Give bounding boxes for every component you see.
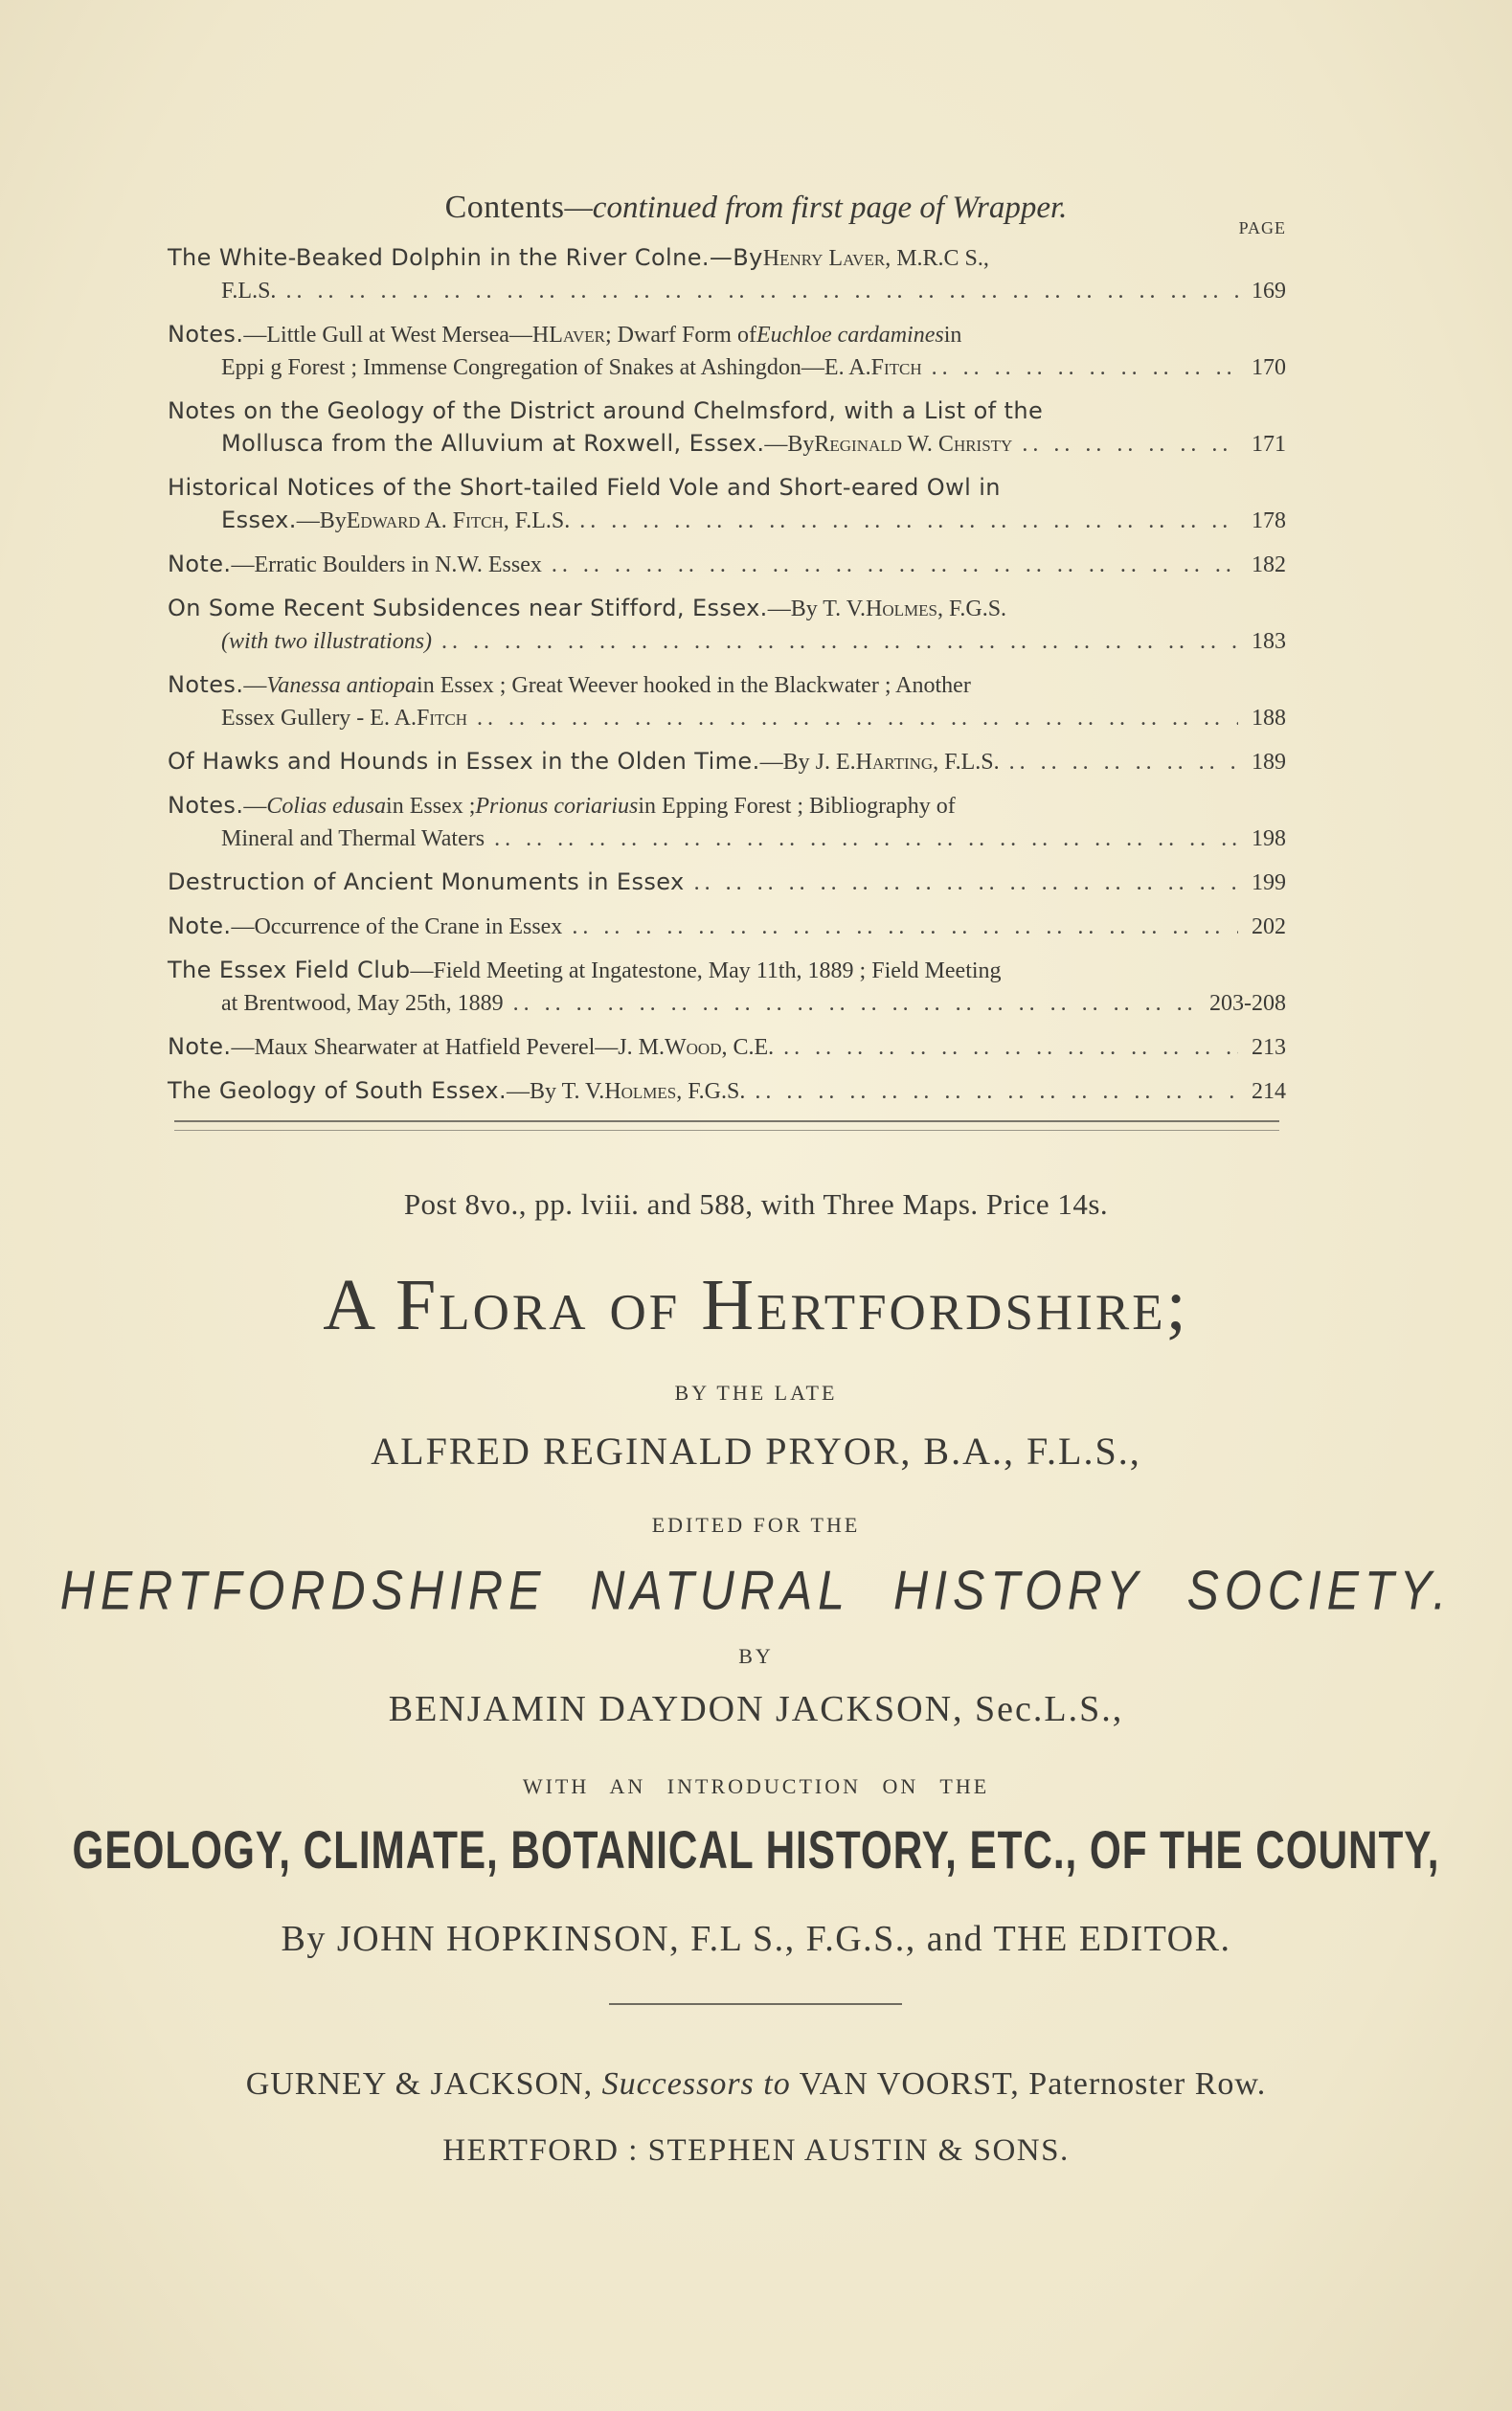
dot-leader [1009,746,1238,778]
toc-entry-text: Mineral and Thermal Waters [221,826,485,851]
toc-entry-text: On Some Recent Subsidences near Stifford, Essex. [168,595,768,621]
toc-entry-line [168,427,1286,461]
toc-entry-text: Of Hawks and Hounds in Essex in the Olden Time. [168,748,760,775]
dot-leader [579,505,1238,537]
dot-leader [1022,428,1238,461]
toc-entry-line [168,1030,1286,1064]
toc-page-number: 189 [1252,750,1286,775]
toc-entry-text: in Epping Forest ; Bibliography of [638,794,956,819]
toc-page-number: 178 [1252,508,1286,533]
toc-entry-line [168,625,1286,658]
toc-entry-text: Note. [168,551,232,577]
toc-entry-line [168,822,1286,855]
book-details-line: Post 8vo., pp. lviii. and 588, with Three Maps. Price 14s. [403,1187,1109,1221]
toc-entry-line [168,318,1286,351]
toc-page-number: 214 [1252,1079,1286,1104]
toc-entry [168,745,1286,778]
toc-entry-text: at Brentwood, May 25th, 1889 [221,991,504,1016]
toc-entry-text: Essex Gullery - E. A. [221,706,417,731]
toc-entry-text: Reginald W. Christy [814,432,1013,457]
toc-entry-text: — [243,794,267,819]
toc-entry-text: , F.G.S. [937,597,1007,621]
toc-entry-line [168,668,1286,702]
toc-entry-text: F.L.S. [221,279,277,304]
toc-entry-line [168,866,1286,899]
toc-page-number: 202 [1252,914,1286,939]
short-rule-divider [609,2003,902,2005]
dot-leader [477,702,1238,734]
page-column-label: PAGE [1238,218,1286,237]
toc-page-number: 182 [1252,552,1286,577]
toc-entry-text: Fitch [870,355,922,380]
edited-for-label: EDITED FOR THE [651,1513,861,1537]
toc-entry [168,910,1286,943]
toc-entry [168,318,1286,384]
dot-leader [513,987,1200,1020]
toc-entry-line [168,394,1286,427]
toc-entry-text: Colias edusa [266,794,387,819]
publisher-address: VAN VOORST, Paternoster Row. [799,2066,1267,2102]
toc-entry-line [168,241,1286,275]
toc-entry-text: in [943,323,962,348]
toc-entry-line [168,592,1286,625]
publisher-name: GURNEY & JACKSON, [245,2066,594,2102]
toc-entry-text: ; Dwarf Form of [605,323,756,348]
toc-entry-text: Laver [549,323,605,348]
toc-entry-text: Prionus coriarius [475,794,639,819]
toc-entry-line [168,471,1286,504]
toc-page-number: 171 [1252,432,1286,457]
toc-entry-line [168,789,1286,822]
toc-entry-text: , F.L.S. [933,750,1000,775]
toc-entry-line [168,504,1286,537]
by-label: BY [738,1644,774,1668]
contents-heading-continued: —continued from first page of Wrapper. [564,191,1068,225]
toc-entry-text: Notes. [168,321,244,348]
toc-page-number: 183 [1252,629,1286,654]
toc-entry [168,241,1286,307]
toc-entry-text: —Occurrence of the Crane in Essex [231,914,563,939]
toc-entry-text: , F.L.S. [503,508,571,533]
author-name: ALFRED REGINALD PRYOR, B.A., F.L.S., [371,1430,1141,1473]
toc-entry-text: Euchloe cardamines [756,323,944,348]
toc-entry-text: —Maux Shearwater at Hatfield Peverel—J. M. [231,1035,665,1060]
toc-entry-line [168,351,1286,384]
toc-entry-text: Destruction of Ancient Monuments in Essex [168,868,685,895]
toc-entry-text: —Erratic Boulders in N.W. Essex [231,552,542,577]
toc-entry-text: —By [764,432,815,457]
toc-entry [168,1074,1286,1108]
contents-heading-title: Contents [444,190,565,225]
toc-page-number: 213 [1252,1035,1286,1060]
toc-page-number: 203-208 [1209,991,1286,1016]
publisher-successors: Successors to [601,2066,791,2102]
toc-entry [168,1030,1286,1064]
dot-leader [441,625,1238,658]
dot-leader [694,867,1238,899]
toc-entry [168,668,1286,734]
toc-entry-line [168,745,1286,778]
introduction-subject: GEOLOGY, CLIMATE, BOTANICAL HISTORY, ETC., OF THE COUNTY, [72,1819,1440,1881]
toc-entry-text: The Geology of South Essex. [168,1077,508,1104]
introduction-authors: By JOHN HOPKINSON, F.L S., F.G.S., and THE EDITOR. [281,1919,1231,1959]
introduction-label: WITH AN INTRODUCTION ON THE [522,1774,990,1798]
printer-line: HERTFORD : STEPHEN AUSTIN & SONS. [442,2133,1070,2168]
dot-leader [783,1031,1238,1064]
toc-entry-text: —Little Gull at West Mersea—H [243,323,550,348]
society-name: HERTFORDSHIRE NATURAL HISTORY SOCIETY. [59,1559,1453,1622]
toc-entry-text: Historical Notices of the Short-tailed Field Vole and Short-eared Owl in [168,474,1001,501]
toc-entry-text: —By [296,508,347,533]
toc-entry-text: Wood [664,1035,722,1060]
toc-entry-text: Holmes [865,597,937,621]
toc-entry-text: Edward A. Fitch [346,508,504,533]
dot-leader [755,1075,1238,1108]
toc-page-number: 170 [1252,355,1286,380]
toc-entry-text: Vanessa antiopa [266,673,417,698]
toc-entry-line [168,275,1286,307]
toc-entry-text: — [243,673,267,698]
toc-entry-text: The White-Beaked Dolphin in the River Colne.—By [168,244,763,271]
toc-page-number: 198 [1252,826,1286,851]
dot-leader [285,275,1238,307]
toc-entry-text: Note. [168,1033,232,1060]
toc-entry-text: in Essex ; Great Weever hooked in the Blackwater ; Another [417,673,971,698]
toc-entry [168,592,1286,658]
toc-entry-text: Eppi g Forest ; Immense Congregation of Snakes at Ashingdon—E. A. [221,355,871,380]
toc-page-number: 169 [1252,279,1286,304]
toc-entry-text: (with two illustrations) [221,629,433,654]
dot-leader [932,351,1238,384]
toc-entry-text: —Field Meeting at Ingatestone, May 11th, 1889 ; Field Meeting [410,958,1002,983]
toc-entry-text: The Essex Field Club [168,957,411,983]
toc-entry-text: Essex. [221,507,297,533]
toc-entry-text: Mollusca from the Alluvium at Roxwell, Essex. [221,430,765,457]
toc-entry-text: , F.G.S. [676,1079,746,1104]
toc-entry-text: —By J. E. [759,750,856,775]
publisher-line [0,2066,1512,2103]
toc-entry-line [168,1074,1286,1108]
by-the-late-label: BY THE LATE [674,1381,838,1405]
double-rule-divider [174,1120,1279,1131]
editor-name: BENJAMIN DAYDON JACKSON, Sec.L.S., [388,1689,1124,1729]
toc-entry-line [168,987,1286,1020]
toc-entry-text: —By T. V. [767,597,866,621]
toc-entry [168,954,1286,1020]
toc-entry-text: , C.E. [721,1035,775,1060]
toc-entry-line [168,548,1286,581]
toc-entry-text: , M.R.C S., [885,246,989,271]
toc-entry [168,548,1286,581]
table-of-contents [168,241,1286,1118]
toc-entry-text: Holmes [604,1079,677,1104]
toc-entry-line [168,702,1286,734]
toc-entry-line [168,954,1286,987]
toc-page-number: 199 [1252,870,1286,895]
toc-entry [168,789,1286,855]
toc-entry [168,471,1286,537]
dot-leader [572,911,1238,943]
book-title: A Flora of Hertfordshire; [323,1265,1189,1345]
toc-entry-text: Henry Laver [762,246,886,271]
toc-page-number: 188 [1252,706,1286,731]
toc-entry-text: —By T. V. [507,1079,605,1104]
toc-entry [168,394,1286,461]
toc-entry-text: in Essex ; [386,794,476,819]
dot-leader [494,822,1238,855]
toc-entry-text: Harting [855,750,934,775]
dot-leader [552,549,1238,581]
toc-entry-text: Notes. [168,671,244,698]
toc-entry [168,866,1286,899]
toc-entry-text: Notes. [168,792,244,819]
toc-entry-text: Notes on the Geology of the District around Chelmsford, with a List of the [168,397,1044,424]
toc-entry-text: Fitch [416,706,467,731]
toc-entry-text: Note. [168,913,232,939]
toc-entry-line [168,910,1286,943]
